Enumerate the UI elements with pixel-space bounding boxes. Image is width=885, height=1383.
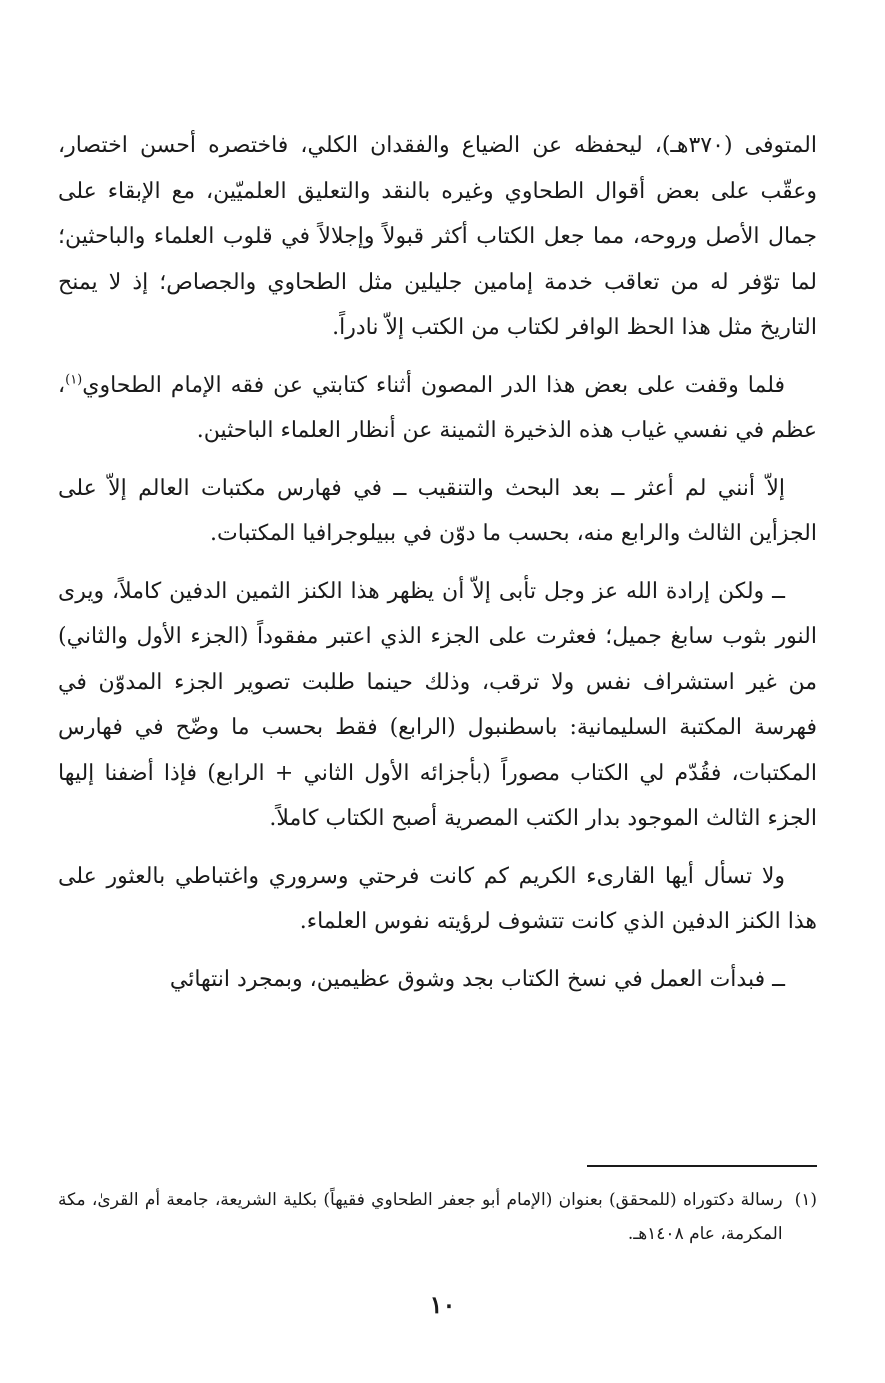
footnote-number: (١) [794,1190,817,1210]
paragraph-5: ولا تسأل أيها القارىء الكريم كم كانت فرحتي وسروري واغتباطي بالعثور على هذا الكنز الدفين الذي كانت تتشوف لرؤيته نفوس العلماء. [58,863,817,934]
page-number: ١٠ [429,1290,456,1319]
footnote-separator [587,1165,817,1167]
footnote-text: رسالة دكتوراه (للمحقق) بعنوان (الإمام أبو جعفر الطحاوي فقيهاً) بكلية الشريعة، جامعة أم القرىٰ، مكة المكرمة، عام ١٤٠٨هـ. [58,1190,783,1244]
paragraph-2-text-after: ، عظم في نفسي غياب هذه الذخيرة الثمينة عن أنظار العلماء الباحثين. [58,372,817,443]
footnote [58,1183,817,1251]
paragraph-2 [58,363,817,454]
footnote-reference: (١) [65,372,83,388]
paragraph-3: إلاّ أنني لم أعثر ــ بعد البحث والتنقيب ــ في فهارس مكتبات العالم إلاّ على الجزأين الثالث والرابع منه، بحسب ما دوّن في ببيلوجرافيا المكتبات. [58,475,817,546]
paragraph-4: ــ ولكن إرادة الله عز وجل تأبى إلاّ أن يظهر هذا الكنز الثمين الدفين كاملاً، ويرى النور بثوب سابغ جميل؛ فعثرت على الجزء الذي اعتبر مفقوداً (الجزء الأول والثاني) من غير استشراف نفس ولا ترقب، وذلك حينما طلبت تصوير الجزء المدوّن في فهرسة المكتبة السليمانية: باسطنبول (الرابع) فقط بحسب ما وضّح في فهارس المكتبات، فقُدّم لي الكتاب مصوراً (بأجزائه الأول الثاني + الرابع) فإذا أضفنا إليها الجزء الثالث الموجود بدار الكتب المصرية أصبح الكتاب كاملاً. [58,578,817,831]
paragraph-6: ــ فبدأت العمل في نسخ الكتاب بجد وشوق عظيمين، وبمجرد انتهائي [169,966,785,992]
main-text [58,123,817,1014]
paragraph-2-text-before: فلما وقفت على بعض هذا الدر المصون أثناء كتابتي عن فقه الإمام الطحاوي [82,372,785,398]
paragraph-1: المتوفى (٣٧٠هـ)، ليحفظه عن الضياع والفقدان الكلي، فاختصره أحسن اختصار، وعقّب على بعض أقوال الطحاوي وغيره بالنقد والتعليق العلميّين، مع الإبقاء على جمال الأصل وروحه، مما جعل الكتاب أكثر قبولاً وإجلالاً في قلوب العلماء والباحثين؛ لما توّفر له من تعاقب خدمة إمامين جليلين مثل الطحاوي والجصاص؛ إذ لا يمنح التاريخ مثل هذا الحظ الوافر لكتاب من الكتب إلاّ نادراً. [58,133,817,340]
